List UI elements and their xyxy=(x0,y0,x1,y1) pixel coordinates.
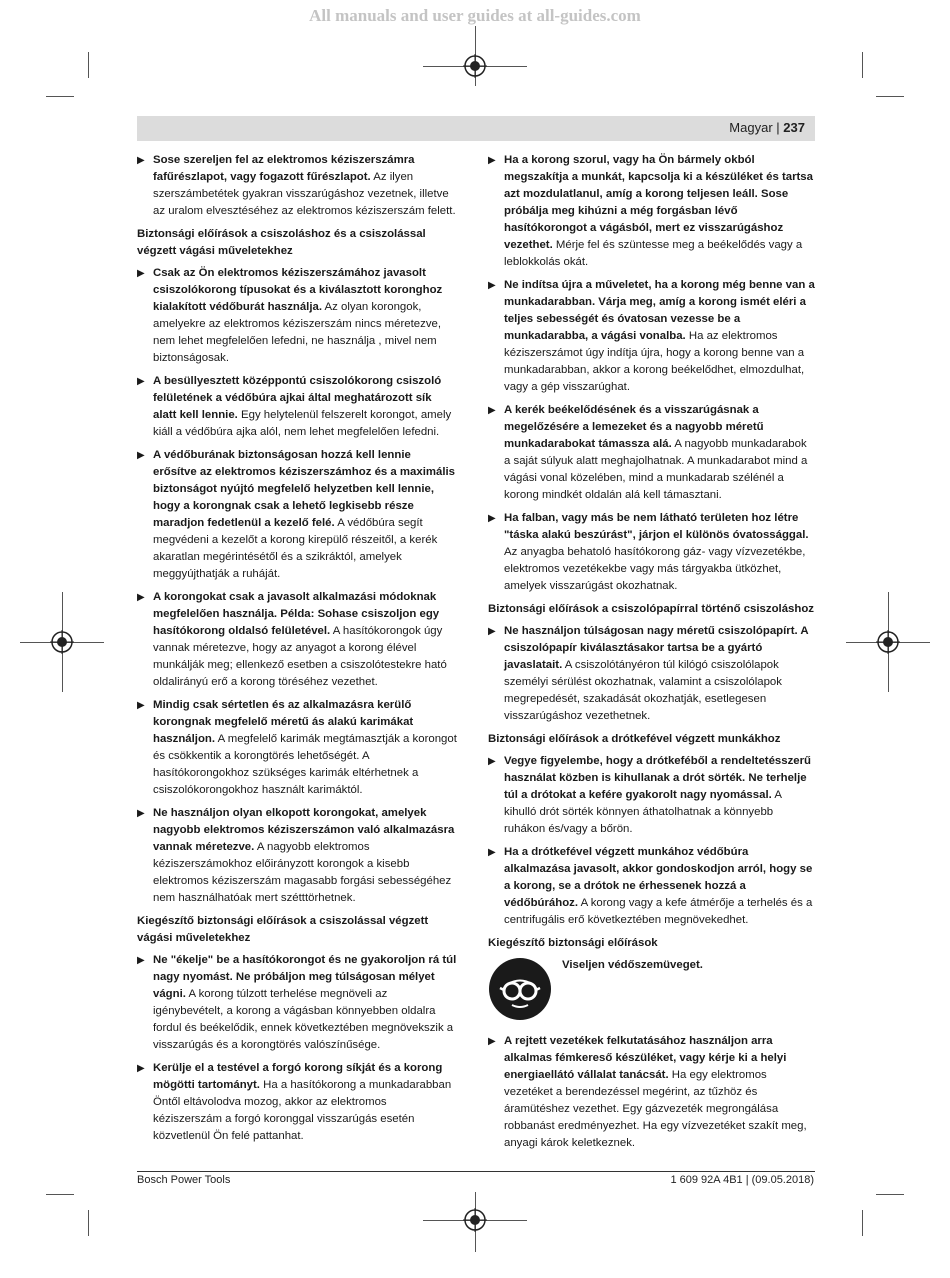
item-bold-text: Ne "ékelje" be a hasítókorongot és ne gyakoroljon rá túl nagy nyomást. Ne próbáljon meg túlságosan mélyet vágni. xyxy=(153,954,457,1000)
section-heading: Biztonsági előírások a csiszoláshoz és a csiszolással végzett vágási műveletekhez xyxy=(137,228,426,257)
bullet-triangle-icon: ▶ xyxy=(137,450,145,461)
safety-item xyxy=(488,844,815,929)
watermark: All manuals and user guides at all-guides.com xyxy=(309,6,641,25)
registration-mark-left-icon xyxy=(50,630,74,654)
item-text: Ha a hasítókorong a munkadarabban Öntől eltávolodva mozog, akkor az elektromos kéziszerszám a forgó koronggal visszarúgás esetén közvetlenül Ön felé pattanhat. xyxy=(153,1079,452,1142)
item-text: A korong túlzott terhelése megnöveli az igénybevételt, a korong a vágásban könnyebben oldalra fordul és beékelődik, ennek következtében megnövekszik a visszarúgás és a korongtörés valószínűsége. xyxy=(153,988,454,1051)
bullet-triangle-icon: ▶ xyxy=(137,700,145,711)
bullet-triangle-icon: ▶ xyxy=(137,376,145,387)
section-heading: Biztonsági előírások a drótkefével végzett munkákhoz xyxy=(488,733,781,745)
item-bold-text: Sose szereljen fel az elektromos kéziszerszámra fafűrészlapot, vagy fogazott fűrészlapot. xyxy=(153,154,415,183)
item-bold-text: A kerék beékelődésének és a visszarúgásnak a megelőzésére a lemezeket és a nagyobb méretű munkadarabokat támassza alá. xyxy=(504,404,764,450)
bullet-triangle-icon: ▶ xyxy=(488,513,496,524)
footer-rule xyxy=(137,1171,815,1172)
item-bold-text: A korongokat csak a javasolt alkalmazási módoknak megfelelően használja. Példa: Sohase csiszoljon egy hasítókorong oldalsó felületével. xyxy=(153,591,440,637)
item-bold-text: Csak az Ön elektromos kéziszerszámához javasolt csiszolókorong típusokat és a kiválasztott koronghoz kialakított védőburát használja. xyxy=(153,267,443,313)
item-text: A hasítókorongok úgy vannak méretezve, hogy az anyagot a korong élével munkálják meg; ellenkező esetben a csiszolótestekre ható oldalirányú erő a korong töréséhez vezethet. xyxy=(153,625,447,688)
safety-item xyxy=(137,952,457,1054)
item-bold-text: Ha falban, vagy más be nem látható területen hoz létre "táska alakú beszúrást", járjon el különös óvatossággal. xyxy=(504,512,809,541)
page-header-bar xyxy=(137,116,815,141)
item-bold-text: Mindig csak sértetlen és az alkalmazásra kerülő korongnak megfelelő méretű ás alakú karimákat használjon. xyxy=(153,699,414,745)
header-language: Magyar xyxy=(729,120,773,135)
section-heading: Kiegészítő biztonsági előírások xyxy=(488,937,658,949)
crop-mark-top-right-horizontal xyxy=(876,96,904,97)
bullet-triangle-icon: ▶ xyxy=(488,756,496,767)
safety-item xyxy=(137,805,457,907)
bullet-triangle-icon: ▶ xyxy=(488,405,496,416)
header-separator: | xyxy=(776,120,780,135)
item-text: A korong vagy a kefe átmérője a terhelés és a centrifugális erő következtében megnövekedhet. xyxy=(504,897,813,926)
item-bold-text: Ne használjon olyan elkopott korongokat, amelyek nagyobb elektromos kéziszerszámon való alkalmazásra vannak méretezve. xyxy=(153,807,455,853)
bullet-triangle-icon: ▶ xyxy=(137,268,145,279)
item-bold-text: Ha a drótkefével végzett munkához védőbúra alkalmazása javasolt, akkor gondoskodjon arról, hogy se a korong, se a drótok ne érhessenek hozzá a védőbúrához. xyxy=(504,846,813,909)
item-bold-text: A védőburának biztonságosan hozzá kell lennie erősítve az elektromos kéziszerszámhoz és a maximális biztonságot nyújtó megfelelő helyzetben kell lennie, hogy a korongnak csak a lehető legkisebb része maradjon fedetlenül a kezelő felé. xyxy=(153,449,456,529)
safety-item xyxy=(137,447,457,583)
item-text: A védőbúra segít megvédeni a kezelőt a korong kirepülő részeitől, a kerék akaratlan megérintésétől és a szikráktól, amelyek meggyújthatják a ruháját. xyxy=(153,517,438,580)
bullet-triangle-icon: ▶ xyxy=(137,592,145,603)
item-text: Az olyan korongok, amelyekre az elektromos kéziszerszám nincs méretezve, nem lehet megfelelően lefedni, ne használja , mivel nem biztonságosak. xyxy=(153,301,442,364)
right-column xyxy=(488,152,815,1158)
item-bold-text: A besüllyesztett középpontú csiszolókorong csiszoló felületének a védőbúra ajkai által meghatározott sík alatt kell lennie. xyxy=(153,375,442,421)
bullet-triangle-icon: ▶ xyxy=(488,155,496,166)
safety-item xyxy=(137,265,457,367)
item-text: A csiszolótányéron túl kilógó csiszolólapok személyi sérülést okozhatnak, valamint a csiszolólapok megrepedését, szakadását okozhatják, esetlegesen visszarúgáshoz vezethetnek. xyxy=(504,659,782,722)
item-bold-text: Vegye figyelembe, hogy a drótkeféből a rendeltetésszerű használat közben is kihullanak a drót sörték. Ne terhelje túl a drótokat a kefére gyakorolt nagy nyomással. xyxy=(504,755,812,801)
item-bold-text: Ne indítsa újra a műveletet, ha a korong még benne van a munkadarabban. Várja meg, amíg a korong ismét eléri a teljes sebességét és óvatosan vezesse be a munkadarabba, a vágási vonalba. xyxy=(504,279,815,342)
bullet-triangle-icon: ▶ xyxy=(488,626,496,637)
registration-mark-right-icon xyxy=(876,630,900,654)
bullet-triangle-icon: ▶ xyxy=(137,808,145,819)
section-heading: Biztonsági előírások a csiszolópapírral történő csiszoláshoz xyxy=(488,603,814,615)
item-bold-text: A rejtett vezetékek felkutatásához használjon arra alkalmas fémkereső készüléket, vagy kérje ki a helyi energiaellátó vállalat tanácsát. xyxy=(504,1035,787,1081)
safety-item xyxy=(137,152,457,220)
crop-mark-top-left-horizontal xyxy=(46,96,74,97)
crop-mark-bottom-left-horizontal xyxy=(46,1194,74,1195)
item-text: Ha egy elektromos vezetéket a berendezéssel megérint, az tűzhöz és áramütéshez vezethet. Egy gázvezeték megrongálása robbanást eredményezhet. Ha egy vízvezetéket szakít meg, anyagi károk keletkeznek. xyxy=(504,1069,807,1149)
registration-mark-bottom-icon xyxy=(463,1208,487,1232)
crop-mark-top-right-vertical xyxy=(862,52,863,78)
safety-item xyxy=(137,1060,457,1145)
bullet-triangle-icon: ▶ xyxy=(488,280,496,291)
item-bold-text: Ha a korong szorul, vagy ha Ön bármely okból megszakítja a munkát, kapcsolja ki a készüléket és tartsa azt mozdulatlanul, amíg a korong teljesen leáll. Sose próbálja meg kihúzni a még forgásban lévő hasítókorongot a vágásból, mert ez visszarúgáshoz vezethet. xyxy=(504,154,813,251)
registration-mark-top-icon xyxy=(463,54,487,78)
item-bold-text: Kerülje el a testével a forgó korong síkját és a korong mögötti tartományt. xyxy=(153,1062,443,1091)
crop-mark-top-left-vertical xyxy=(88,52,89,78)
safety-item xyxy=(488,623,815,725)
safety-item xyxy=(137,589,457,691)
footer-doc-code: 1 609 92A 4B1 | (09.05.2018) xyxy=(670,1174,814,1186)
crop-mark-bottom-right-vertical xyxy=(862,1210,863,1236)
item-text: Ha az elektromos kéziszerszámot úgy indítja újra, hogy a korong benne van a munkadarabban, akkor a korong beékelődhet, elmozdulhat, vagy a gép visszarúghat. xyxy=(504,330,805,393)
left-column xyxy=(137,152,457,1151)
crop-mark-bottom-left-vertical xyxy=(88,1210,89,1236)
footer-brand: Bosch Power Tools xyxy=(137,1174,231,1186)
item-bold-text: Ne használjon túlságosan nagy méretű csiszolópapírt. A csiszolópapír kiválasztásakor tartsa be a gyártó javaslatait. xyxy=(504,625,809,671)
item-text: A megfelelő karimák megtámasztják a korongot és csökkentik a korongtörés lehetőségét. A hasítókorongokhoz szükséges karimák eltérhetnek a csiszolókorongokhoz használt karimáktól. xyxy=(153,733,457,796)
crop-mark-bottom-right-horizontal xyxy=(876,1194,904,1195)
bullet-triangle-icon: ▶ xyxy=(137,155,145,166)
item-text: Mérje fel és szüntesse meg a beékelődés vagy a leblokkolás okát. xyxy=(504,239,803,268)
safety-item xyxy=(137,697,457,799)
page-header-label xyxy=(729,120,805,135)
safety-item xyxy=(488,1033,815,1152)
eye-protection-text: Viseljen védőszemüveget. xyxy=(562,959,703,971)
page-number: 237 xyxy=(783,120,805,135)
safety-item xyxy=(488,152,815,271)
safety-item xyxy=(137,373,457,441)
item-text: Az ilyen szerszámbetétek gyakran visszarúgáshoz vezetnek, illetve az uralom elvesztéséhez az elektromos kéziszerszám felett. xyxy=(153,171,456,217)
item-text: A nagyobb munkadarabok a saját súlyuk alatt meghajolhatnak. A munkadarabot mind a vágási vonal közelében, mind a munkadarab szélénél a korong mindkét oldalán alá kell támasztani. xyxy=(504,438,808,501)
item-text: Az anyagba behatoló hasítókorong gáz- vagy vízvezetékbe, elektromos vezetékekbe vagy más tárgyakba ütközhet, amelyek visszarúgást okozhatnak. xyxy=(504,546,806,592)
safety-item xyxy=(488,753,815,838)
item-text: A nagyobb elektromos kéziszerszámokhoz előirányzott korongok a kisebb elektromos kéziszerszám magasabb forgási sebességéhez nem használhatóak mert szétttörhetnek. xyxy=(153,841,452,904)
safety-item xyxy=(488,402,815,504)
item-text: A kihulló drót sörték könnyen áthatolhatnak a könnyebb ruhákon és/vagy a bőrön. xyxy=(504,789,782,835)
bullet-triangle-icon: ▶ xyxy=(488,1036,496,1047)
item-text: Egy helytelenül felszerelt korongot, amely kiáll a védőbúra ajka alól, nem lehet megfelelően lefedni. xyxy=(153,409,452,438)
eye-protection-sign-row xyxy=(488,957,815,1023)
safety-goggles-icon xyxy=(488,957,552,1021)
safety-item xyxy=(488,510,815,595)
bullet-triangle-icon: ▶ xyxy=(488,847,496,858)
section-heading: Kiegészítő biztonsági előírások a csiszolással végzett vágási műveletekhez xyxy=(137,915,429,944)
bullet-triangle-icon: ▶ xyxy=(137,955,145,966)
safety-item xyxy=(488,277,815,396)
bullet-triangle-icon: ▶ xyxy=(137,1063,145,1074)
